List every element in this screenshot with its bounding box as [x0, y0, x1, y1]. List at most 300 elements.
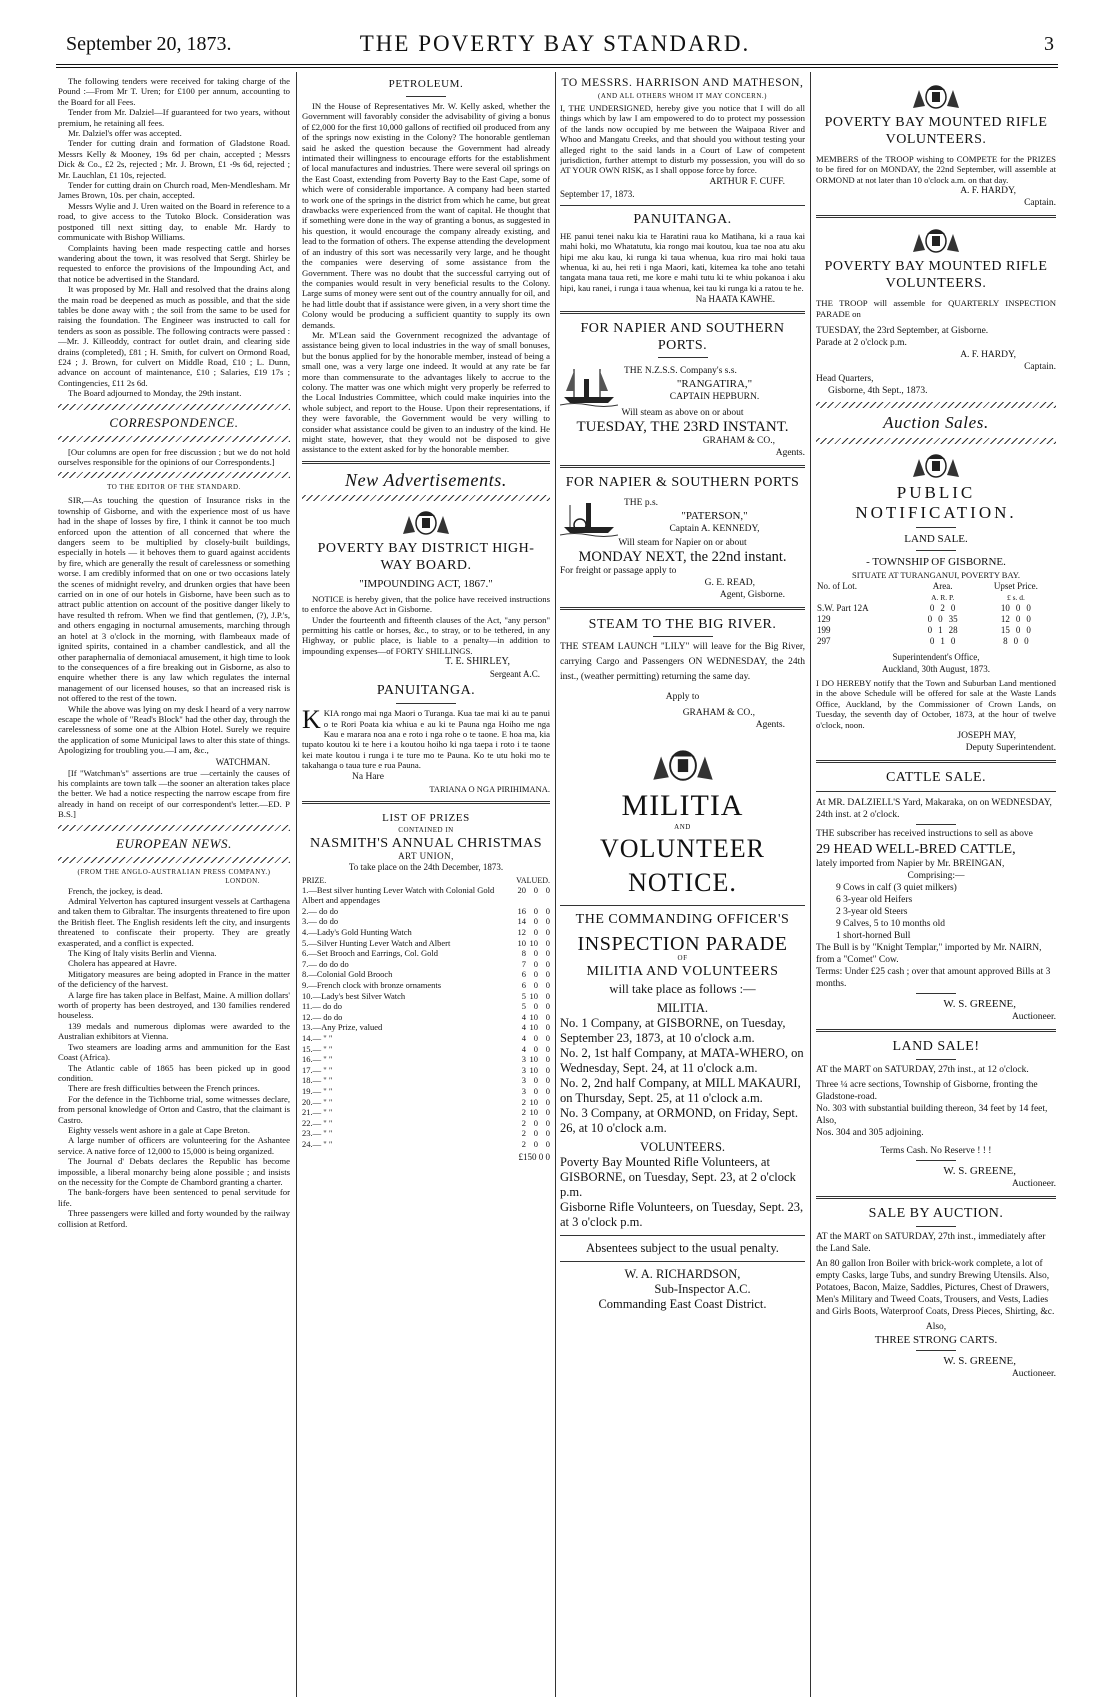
- price-value: 0: [1013, 636, 1019, 647]
- pbmr-date: TUESDAY, the 23rd September, at Gisborne.: [816, 326, 989, 337]
- ornamental-rule: [58, 825, 290, 831]
- superintendent-date: Auckland, 30th August, 1873.: [882, 664, 990, 675]
- paterson-will: Will steam for Napier on or about: [618, 538, 747, 549]
- hardy-signature-1: A. F. HARDY,: [960, 186, 1016, 197]
- prize-shillings: 10: [529, 990, 538, 1001]
- lot-price: [976, 603, 1056, 614]
- richardson-signature: W. A. RICHARDSON,: [624, 1267, 741, 1282]
- royal-arms-icon: [395, 506, 457, 536]
- prize-shillings: 10: [529, 1011, 538, 1022]
- militia-parade-item: No. 2, 2nd half Company, at MILL MAKAURI, on Thursday, Sept. 25, at 11 o'clock a.m.: [560, 1076, 801, 1106]
- news-item: Two steamers are loading arms and ammunition for the East Coast (Africa).: [58, 1041, 290, 1063]
- paragraph: NOTICE is hereby given, that the police have received instructions to enforce the above Act in Gisborne.: [302, 593, 550, 615]
- price-value: 0: [1015, 603, 1021, 614]
- area-value: 1: [938, 625, 943, 636]
- prize-shillings: 0: [533, 927, 538, 938]
- prize-pounds: 5: [521, 990, 526, 1001]
- prize-pence: 0: [545, 1117, 550, 1128]
- short-rule: [916, 1059, 956, 1060]
- letter-signature: WATCHMAN.: [215, 756, 270, 767]
- panuitanga-na: Na Hare: [352, 771, 384, 782]
- short-rule: [916, 1226, 956, 1227]
- bull-line: The Bull is by "Knight Templar," imported by Mr. NAIRN, from a "Comet" Cow.: [816, 943, 1042, 966]
- greene-signature-2: W. S. GREENE,: [943, 1165, 1016, 1178]
- prize-shillings: 0: [533, 1085, 538, 1096]
- prize-row: [302, 991, 550, 1002]
- comprising: Comprising:—: [907, 871, 965, 882]
- prize-pence: 0: [545, 980, 550, 991]
- panuitanga-text: KIA rongo mai nga Maori o Turanga. Kua tae mai ki au te panui o te Rori Poata kia whiua e au ki te Pauna nga Hoiho me nga Kau e marara noa ana e roto i nga rohe o te taone. E hoa ma, kia tupato koutou ki te here i a koutou hoiho ki nga taepa i roto i te taone kei mate koutou i runga i te ture mo te Pauna. Ko te utu hoki mo te takahanga o taua ture e rua Pauna.: [302, 708, 550, 771]
- lot-number: 199: [817, 625, 831, 636]
- european-news-heading: EUROPEAN NEWS.: [116, 835, 232, 851]
- short-rule: [396, 703, 456, 704]
- prize-shillings: 10: [529, 1107, 538, 1118]
- prize-pounds: 2: [521, 1107, 526, 1118]
- land-sale-2-body: AT the MART on SATURDAY, 27th inst., at 12 o'clock.: [816, 1065, 1029, 1076]
- prize-pence: 0: [545, 1043, 550, 1054]
- prize-shillings: 10: [529, 1054, 538, 1065]
- rangatira-agents-label: Agents.: [775, 448, 805, 459]
- prize-pounds: 16: [517, 905, 526, 916]
- prize-name: 4.—Lady's Gold Hunting Watch: [302, 927, 412, 938]
- lot-area: [910, 603, 976, 614]
- terms-cash: Terms Cash. No Reserve ! ! !: [880, 1146, 992, 1157]
- lot-price: [976, 614, 1056, 625]
- area-value: 35: [948, 614, 958, 625]
- valued-column-label: VALUED.: [516, 875, 550, 885]
- hardy-signature-2: A. F. HARDY,: [960, 350, 1016, 361]
- militia-and: AND: [674, 823, 691, 832]
- prize-contained: CONTAINED IN: [398, 825, 454, 834]
- panuitanga2-notice: HE panui tenei naku kia te Haratini raua ko Matihana, ki a raua kai mahi hoki, mo Whatatutu, kia rongo mai koutou, kua tae noa atu aku hipi me aku kau, ki runga ki taua whenua, kua riro mai hoki taua whenua, ki au, hei reti i nga Maori, kati, kitemea ka tohe ano tetahi tangata mana taua reti, me kore e mahi tutu ki te whiu pokanoa i aku hipi, kau ranei, i runga i taua whenua, kei tau ki runga ki a ratou te he.: [560, 230, 805, 293]
- volunteer-parade-item: Gisborne Rifle Volunteers, on Tuesday, Sept. 23, at 3 o'clock p.m.: [560, 1200, 804, 1230]
- prize-pounds: 3: [521, 1075, 526, 1086]
- area-value: 0: [929, 636, 935, 647]
- double-rule: [816, 215, 1056, 218]
- prize-row: [302, 948, 550, 959]
- prize-table-header: [302, 876, 550, 885]
- cattle-item: 6 3-year old Heifers: [836, 895, 913, 906]
- land-lots-table: [816, 581, 1056, 647]
- prize-shillings: 0: [533, 905, 538, 916]
- paterson-agent: G. E. READ,: [704, 578, 755, 589]
- militia-parade-item: No. 2, 1st half Company, at MATA-WHERO, on Wednesday, Sept. 24, at 11 o'clock a.m.: [560, 1046, 804, 1076]
- column-rule: [296, 72, 297, 1697]
- cattle-item: 2 3-year old Steers: [836, 907, 908, 918]
- paragraph: IN the House of Representatives Mr. W. Kelly asked, whether the Government will favorably consider the advisability of giving a bonus of £2,000 for the first 10,000 gallons of rectified oil produced from any of the springs now existing in the Colony? The honorable gentleman said he asked the question because the Government had already intimated their willingness to encourage efforts for the establishment of local manufactures and industries. There were several oil springs on the East Coast, extending from Poverty Bay to the East Cape, some of which were of considerable importance. A company had been started to work one of the springs in the district from which he came, but great drawbacks were experienced from the want of capital. He thought that if something were done in the way of granting a bonus, as suggested in his question, it would encourage the company already existing, and lead to the formation of others. The expense attending the development of an industry of this sort was necessarily very large, and he thought the companies were deserving of some assistance from the Government. There was no doubt that the successful carrying out of the companies would result in very beneficial results to the Colony. Large sums of money were sent out of the country annually for oil, and he had little doubt that if assistance were given, in a very short time the Colony would be producing a sufficient quantity to supply its own demands.: [302, 101, 550, 330]
- prize-row: [302, 927, 550, 938]
- militia-heading: MILITIA: [621, 789, 744, 823]
- prize-pounds: 8: [521, 948, 526, 959]
- ornamental-rule: [816, 402, 1056, 408]
- paragraph: Mr. Dalziel's offer was accepted.: [68, 128, 182, 139]
- issue-date: September 20, 1873.: [66, 33, 232, 55]
- prize-row: [302, 1139, 550, 1150]
- panuitanga-signature: TARIANA O NGA PIRIHIMANA.: [429, 783, 550, 794]
- commanding-officer: THE COMMANDING OFFICER'S: [575, 912, 790, 928]
- prize-pence: 0: [545, 990, 550, 1001]
- prize-shillings: 0: [533, 916, 538, 927]
- hardy-role-1: Captain.: [1024, 198, 1056, 209]
- column-rule: [810, 72, 811, 1697]
- lot-number: 297: [817, 636, 831, 647]
- petroleum-article: [302, 101, 550, 455]
- auction-sales-heading: Auction Sales.: [883, 413, 989, 433]
- short-rule: [916, 550, 956, 551]
- big-river-agent: GRAHAM & CO.,: [682, 708, 755, 719]
- prize-name: 22.— " ": [302, 1117, 333, 1128]
- news-item: There are fresh difficulties between the French princes.: [68, 1083, 260, 1094]
- double-rule: [302, 461, 550, 464]
- prize-name: 20.— " ": [302, 1096, 333, 1107]
- ornamental-rule: [58, 472, 290, 478]
- cattle-terms: Terms: Under £25 cash ; over that amount approved Bills at 3 months.: [816, 967, 1051, 990]
- paterson-captain: Captain A. KENNEDY,: [669, 524, 760, 535]
- prize-list-heading: LIST OF PRIZES: [382, 811, 470, 824]
- prize-pence: 0: [545, 1064, 550, 1075]
- prize-name: 19.— " ": [302, 1085, 333, 1096]
- area-value: 0: [929, 603, 935, 614]
- prize-pence: 0: [545, 1075, 550, 1086]
- lot-row: [816, 625, 1056, 636]
- ornamental-rule: [302, 495, 550, 501]
- lot-number: 129: [817, 614, 831, 625]
- paterson-advert: [560, 491, 805, 537]
- lot-row: [816, 603, 1056, 614]
- short-rule: [658, 357, 708, 358]
- short-rule: [916, 527, 956, 528]
- prize-shillings: 0: [533, 969, 538, 980]
- prize-name: 11.— do do: [302, 1001, 343, 1012]
- art-union-subtitle: ART UNION,: [398, 850, 454, 861]
- impounding-notice: [302, 594, 550, 656]
- prize-shillings: 0: [533, 1128, 538, 1139]
- greene-role-1: Auctioneer.: [1011, 1012, 1056, 1023]
- rule: [560, 1235, 805, 1236]
- prize-name: 10.—Lady's best Silver Watch: [302, 990, 406, 1001]
- panuitanga2-signature: Na HAATA KAWHE.: [695, 294, 775, 305]
- richardson-role-2: Commanding East Coast District.: [598, 1297, 767, 1312]
- harrison-notice-heading: TO MESSRS. HARRISON AND MATHESON,: [561, 77, 804, 89]
- prize-row: [302, 1128, 550, 1139]
- prize-pounds: 2: [521, 1128, 526, 1139]
- rangatira-line: THE N.Z.S.S. Company's s.s.: [624, 366, 737, 377]
- rule: [560, 205, 805, 206]
- price-value: 0: [1015, 625, 1021, 636]
- prize-name: 23.— " ": [302, 1128, 333, 1139]
- prize-pounds: 4: [521, 1011, 526, 1022]
- royal-arms-icon: [905, 449, 967, 479]
- prize-name: 7.— do do do: [302, 958, 349, 969]
- correspondence-heading: CORRESPONDENCE.: [109, 414, 239, 430]
- prize-name: 3.— do do: [302, 916, 339, 927]
- cattle-item: 9 Cows in calf (3 quiet milkers): [836, 883, 957, 894]
- area-value: 0: [950, 636, 956, 647]
- prize-shillings: 0: [533, 1138, 538, 1149]
- prize-pounds: 14: [517, 916, 526, 927]
- price-value: 8: [1003, 636, 1008, 647]
- prize-name: 14.— " ": [302, 1033, 333, 1043]
- volunteer-parade-item: Poverty Bay Mounted Rifle Volunteers, at GISBORNE, on Tuesday, Sept. 23, at 2 o'clock p.m.: [560, 1155, 796, 1200]
- lot-price: [976, 625, 1056, 636]
- news-item: French, the jockey, is dead.: [68, 885, 163, 896]
- short-rule: [916, 1350, 956, 1351]
- prize-pounds: 6: [521, 980, 526, 991]
- panuitanga-maori-notice: KKIA rongo mai nga Maori o Turanga. Kua tae mai ki au te panui o te Rori Poata kia whiua e au ki te Pauna nga Hoiho me nga Kau e marara noa ana e roto i nga rohe o te taone. E hoa ma, kia tupato koutou ki te here i a koutou hoiho ki nga taepa i roto i te taone kei mate koutou i runga i te ture mo te Pauna. Ko te utu hoki mo te takahanga o taua ture e rua Pauna.: [302, 705, 550, 771]
- prize-pounds: 12: [517, 927, 526, 938]
- upset-column-label: Upset Price.: [993, 581, 1038, 592]
- steamship-icon: [560, 363, 618, 407]
- prize-shillings: 0: [533, 948, 538, 959]
- cuff-signature: ARTHUR F. CUFF.: [709, 176, 785, 187]
- area-value: 0: [950, 603, 956, 614]
- paterson-ship: "PATERSON,": [681, 510, 748, 523]
- european-news-place: LONDON.: [225, 876, 260, 885]
- rangatira-advert: [560, 361, 805, 407]
- prize-shillings: 0: [533, 980, 538, 991]
- militia-and-volunteers: MILITIA AND VOLUNTEERS: [586, 964, 779, 980]
- area-value: 0: [927, 625, 933, 636]
- prize-name: 21.— " ": [302, 1107, 333, 1118]
- cattle-sale-heading: CATTLE SALE.: [885, 770, 987, 786]
- prize-shillings: 10: [529, 1064, 538, 1075]
- impounding-act: "IMPOUNDING ACT, 1867.": [359, 577, 493, 590]
- prize-pounds: 2: [521, 1117, 526, 1128]
- land-sale-2-heading: LAND SALE!: [892, 1039, 980, 1055]
- area-value: 0: [938, 614, 943, 625]
- prize-name: 13.—Any Prize, valued: [302, 1022, 383, 1033]
- prize-pence: 0: [545, 969, 550, 980]
- sale-by-auction-heading: SALE BY AUCTION.: [868, 1206, 1004, 1222]
- royal-arms-icon: [905, 80, 967, 110]
- militia-subheading: MILITIA.: [656, 1001, 709, 1016]
- masthead-rule: [56, 64, 1058, 65]
- prize-pence: 0: [545, 1138, 550, 1149]
- paragraph: SIR,—As touching the question of Insurance risks in the township of Gisborne, and with the experience most of us have had in the shape of losses by fire, I think it cannot be too much enforced upon the attention of all concerned that where the dangers seem to be multiplied by closely-built buildings, especially in hotels — it behoves them to guard against accidents by fire, which are generally the result of carelessness or something worse. I am credibly informed that on one or two occasions lately the scenes of midnight revelry, and drunken orgies that have been carried on in one of our hotels in Gisborne, have been such as to attract public attention on account of the positive danger likely to have resulted th refrom. When we find that gentlemen, (?), J.P.'s, and others engaging in nocturnal amusements, marching through an hotel at 3 o'clock in the morning, with flambeaux made of ignited spirits, contained in a chamber candlestick, and all the other paraphernalia of demoniacal amusement, it high time to look to the consequences of a fire breaking out in Gisborne, as also to enquire whether there is any law which regulates the internal management of our licensed houses, so that an increased risk is not offered to the rest of the town.: [58, 495, 290, 704]
- short-rule: [406, 96, 446, 97]
- prize-shillings: 0: [533, 1001, 538, 1012]
- greene-signature-3: W. S. GREENE,: [943, 1355, 1016, 1368]
- pbmr-notice-1: MEMBERS of the TROOP wishing to COMPETE for the PRIZES to be fired for on MONDAY, the 22nd September, will assemble at ORMOND at not later than 10 o'clock a.m. on that day.: [816, 154, 1056, 185]
- hardy-role-2: Captain.: [1024, 362, 1056, 373]
- double-rule: [816, 1029, 1056, 1032]
- short-rule: [653, 636, 713, 637]
- big-river-body: THE STEAM LAUNCH "LILY" will leave for the Big River, carrying Cargo and Passengers ON WEDNESDAY, the 24th inst., (weather permitting) returning the same day.: [560, 642, 805, 683]
- news-item: The Journal d' Debats declares the Republic has become impossible, a liberal monarchy being alone possible ; and insists on the necessity for the Compte de Chambord granting a charter.: [58, 1156, 290, 1187]
- prize-pence: 0: [545, 1107, 550, 1118]
- highway-board-heading: POVERTY BAY DISTRICT HIGH-WAY BOARD.: [317, 540, 535, 573]
- prize-pence: 0: [545, 884, 550, 895]
- paddle-steamer-icon: [560, 493, 618, 537]
- shirley-signature: T. E. SHIRLEY,: [445, 656, 510, 668]
- panuitanga2-heading: PANUITANGA.: [633, 211, 732, 227]
- lot-column-label: No. of Lot.: [817, 581, 857, 592]
- short-rule: [916, 993, 956, 994]
- prize-name: 12.— do do: [302, 1011, 343, 1022]
- ornamental-rule: [58, 857, 290, 863]
- prize-pence: 0: [545, 1128, 550, 1139]
- greene-role-2: Auctioneer.: [1011, 1179, 1056, 1190]
- news-item: The King of Italy visits Berlin and Vienna.: [68, 948, 217, 959]
- prize-name: 15.— " ": [302, 1043, 333, 1054]
- rangatira-agent: GRAHAM & CO.,: [702, 436, 775, 447]
- prize-row: [302, 980, 550, 991]
- prize-pence: 0: [545, 1011, 550, 1022]
- price-value: 0: [1026, 625, 1031, 636]
- prize-row: [302, 1065, 550, 1076]
- short-rule: [916, 824, 956, 825]
- pbmr-heading-1: POVERTY BAY MOUNTED RIFLE VOLUNTEERS.: [824, 115, 1048, 147]
- prize-pence: 0: [545, 948, 550, 959]
- land-sale-2-three: Three ¼ acre sections, Township of Gisborne, fronting the Gladstone-road.: [816, 1080, 1038, 1103]
- situate-line: SITUATE AT TURANGANUI, POVERTY BAY.: [852, 570, 1020, 581]
- shirley-role: Sergeant A.C.: [489, 669, 540, 680]
- prize-row: [302, 969, 550, 980]
- prize-name: 18.— " ": [302, 1075, 333, 1086]
- land-sale-heading: LAND SALE.: [904, 533, 968, 546]
- land-sale-2-304: Nos. 304 and 305 adjoining.: [816, 1128, 924, 1139]
- prize-name: 8.—Colonial Gold Brooch: [302, 969, 393, 980]
- news-item: Eighty vessels went ashore in a gale at Cape Breton.: [68, 1124, 250, 1135]
- art-union-date: To take place on the 24th December, 1873.: [348, 861, 504, 872]
- militia-schedule: [560, 1016, 805, 1136]
- page-number: 3: [1044, 33, 1054, 55]
- paragraph: Tender from Mr. Dalziel—If guaranteed for two years, without premium, he retaining all fees.: [58, 107, 290, 128]
- prize-pence: 0: [545, 1054, 550, 1065]
- editor-note: [If "Watchman's" assertions are true —certainly the causes of his complaints are town talk —the sooner an alteration takes place the better. We had a notice respecting the narrow escape from fire already in hand on receipt of our correspondent's letter.—ED. P B.S.]: [58, 767, 290, 820]
- pbmr-time: Parade at 2 o'clock p.m.: [816, 338, 907, 349]
- rangatira-ship: "RANGATIRA,": [676, 378, 753, 391]
- art-union-title: NASMITH'S ANNUAL CHRISTMAS: [309, 835, 543, 851]
- prize-pounds: 3: [521, 1064, 526, 1075]
- prize-row: [302, 1054, 550, 1065]
- prize-name: 9.—French clock with bronze ornaments: [302, 980, 442, 991]
- news-item: A large number of officers are volunteering for the Ashantee service. A native force of 12,000 to 15,000 is being organized.: [58, 1135, 290, 1156]
- prize-shillings: 0: [533, 884, 538, 895]
- greene-role-3: Auctioneer.: [1011, 1369, 1056, 1380]
- royal-arms-icon: [643, 741, 723, 785]
- prize-row: [302, 906, 550, 917]
- prize-row: [302, 1107, 550, 1118]
- prize-pounds: 20: [517, 884, 526, 895]
- european-news-items: [58, 886, 290, 1229]
- price-value: 0: [1015, 614, 1021, 625]
- newspaper-title: THE POVERTY BAY STANDARD.: [359, 31, 751, 56]
- prize-pounds: 7: [521, 958, 526, 969]
- lot-area: [910, 625, 976, 636]
- prize-pounds: 4: [521, 1043, 526, 1054]
- double-rule: [560, 311, 805, 314]
- sale-by-auction-body: AT the MART on SATURDAY, 27th inst., immediately after the Land Sale.: [816, 1232, 1046, 1255]
- petroleum-heading: PETROLEUM.: [388, 78, 464, 90]
- rangatira-heading: FOR NAPIER AND SOUTHERN PORTS.: [580, 321, 785, 354]
- big-river-apply: Apply to: [665, 692, 700, 703]
- cattle-where: At MR. DALZIELL'S Yard, Makaraka, on on WEDNESDAY, 24th inst. at 2 o'clock.: [816, 798, 1052, 821]
- prize-shillings: 10: [529, 1096, 538, 1107]
- double-rule: [560, 607, 805, 610]
- paterson-line: THE p.s.: [624, 498, 659, 509]
- inspection-parade: INSPECTION PARADE: [577, 933, 788, 956]
- big-river-heading: STEAM TO THE BIG RIVER.: [588, 617, 777, 633]
- news-item: Cholera has appeared at Havre.: [68, 958, 177, 969]
- lot-area: [910, 614, 976, 625]
- prize-row: [302, 1022, 550, 1033]
- rule: [560, 905, 805, 906]
- prize-name: 6.—Set Brooch and Earrings, Col. Gold: [302, 948, 438, 959]
- prize-table: [302, 885, 550, 1150]
- prize-row: [302, 885, 550, 906]
- lot-price: [976, 636, 1056, 647]
- prize-row: [302, 959, 550, 970]
- paragraph: Tender for cutting drain on Church road, Men-Mendlesham. Mr James Brown, 10s. per chain, accepted.: [58, 180, 290, 201]
- prize-name: 5.—Silver Hunting Lever Watch and Albert: [302, 937, 451, 948]
- also-line: Also,: [925, 1322, 947, 1333]
- prize-row: [302, 1118, 550, 1129]
- paterson-agent-role: Agent, Gisborne.: [719, 590, 785, 601]
- land-sale-2-303: No. 303 with substantial building thereon, 34 feet by 14 feet, Also,: [816, 1104, 1048, 1127]
- new-advertisements-heading: New Advertisements.: [344, 469, 508, 490]
- area-units: A. R. P.: [931, 593, 955, 603]
- pbmr-notice-2: THE TROOP will assemble for QUARTERLY INSPECTION PARADE on: [816, 298, 1056, 319]
- ornamental-rule: [58, 404, 290, 410]
- harrison-notice-sub: (AND ALL OTHERS WHOM IT MAY CONCERN.): [598, 92, 767, 100]
- paragraph: It was proposed by Mr. Hall and resolved that the drains along the main road be deepened as much as possible, and that the side tables be done away with ; the soil from the same to be used for raising the foundation. The Engineer was instructed to call for tenders as soon as possible. The following contracts were passed :—Mr. J. Killeoddy, contract for outlet drain, and clearing side drains (completed), £81 ; H. Smith, for culvert on Ormond Road, £24 ; J. Brown, for culvert on Middle Road, £10 ; L. Dunn, advance on account of maintenance, £10 ; Salaries, £19 17s ; Contingencies, £11 2s 6d.: [58, 284, 290, 388]
- prize-row: [302, 938, 550, 949]
- parade-intro: will take place as follows :—: [609, 982, 756, 997]
- area-value: 1: [940, 636, 945, 647]
- correspondence-note: [Our columns are open for free discussion ; but we do not hold ourselves responsible for the opinions of our Correspondents.]: [58, 446, 290, 467]
- cattle-list: [836, 882, 1056, 942]
- prize-row: [302, 1001, 550, 1012]
- rule: [816, 791, 1056, 792]
- column-1: [58, 76, 290, 1696]
- ornamental-rule: [816, 438, 1056, 444]
- lot-row: [816, 614, 1056, 625]
- militia-parade-item: No. 1 Company, at GISBORNE, on Tuesday, September 23, 1873, at 10 o'clock a.m.: [560, 1016, 786, 1046]
- prize-pounds: 4: [521, 1033, 526, 1043]
- paragraph: While the above was lying on my desk I heard of a very narrow escape the whole of "Read's Block" had the other day, through the carelessness of some one at the Albion Hotel. Surely we require the application of some Municipal laws to alter this state of things. Apologizing for troubling you.—I am, &c.,: [58, 703, 290, 756]
- price-value: 15: [1000, 625, 1010, 636]
- rangatira-will: Will steam as above on or about: [621, 408, 744, 419]
- prize-name: 24.— " ": [302, 1138, 333, 1149]
- double-rule: [816, 1196, 1056, 1199]
- richardson-role: Sub-Inspector A.C.: [654, 1282, 751, 1297]
- paterson-date: MONDAY NEXT, the 22nd instant.: [578, 549, 787, 566]
- news-item: Three passengers were killed and forty wounded by the railway collision at Retford.: [58, 1208, 290, 1229]
- big-river-agents-label: Agents.: [755, 720, 785, 731]
- sale-items: An 80 gallon Iron Boiler with brick-work complete, a lot of empty Casks, large Tubs, and sundry Brewing Utensils. Also, Potatoes, Bacon, Maize, Saddles, Pictures, Chest of Drawers, Men's Military and Tweed Coats, Trousers, and Vests, Ladies and Girls Boots, Waterproof Coats, Dress Pieces, Shirting, &c.: [816, 1259, 1055, 1318]
- prize-pence: 0: [545, 1085, 550, 1096]
- paragraph: The following tenders were received for taking charge of the Pound :—From Mr T. Uren; for £100 per annum, accounting to the Board for all Fees.: [58, 76, 290, 107]
- lot-row: [816, 636, 1056, 647]
- may-signature: JOSEPH MAY,: [957, 731, 1016, 742]
- prize-name: 1.—Best silver hunting Lever Watch with Colonial Gold Albert and appendages: [302, 884, 495, 906]
- lot-number: S.W. Part 12A: [817, 603, 869, 614]
- prize-pounds: 6: [521, 969, 526, 980]
- inspection-of: OF: [677, 954, 688, 963]
- prize-pence: 0: [545, 927, 550, 938]
- news-item: For the defence in the Tichborne trial, some witnesses declare, from personal knowledge of Orton and Castro, that the claimant is Castro.: [58, 1093, 290, 1125]
- news-item: Admiral Yelverton has captured insurgent vessels at Carthagena and taken them to Gibraltar. The insurgents threatened to fire upon the British fleet. The English residents left the city, and insurgents threatened to confiscate their property. They are greatly exasperated, and a conflict is expected.: [58, 896, 290, 948]
- to-editor-line: TO THE EDITOR OF THE STANDARD.: [107, 483, 241, 492]
- prize-pence: 0: [545, 937, 550, 948]
- prize-name: 16.— " ": [302, 1054, 333, 1065]
- may-role: Deputy Superintendent.: [965, 743, 1056, 754]
- township-line: - TOWNSHIP OF GISBORNE.: [866, 556, 1006, 569]
- rangatira-captain: CAPTAIN HEPBURN.: [669, 392, 760, 403]
- paterson-heading: FOR NAPIER & SOUTHERN PORTS: [565, 475, 800, 491]
- harrison-notice-body: I, THE UNDERSIGNED, hereby give you notice that I will do all things which by law I am empowered to do to protect my possession of the lands now occupied by me between the Waipaoa River and Whoo and Mangatu Creeks, and that should you without testing your alleged right to the said lands in a Court of Law of competent jurisdiction, further attempt to disturb my possession, you will do so AT YOUR OWN RISK, as I shall oppose force by force.: [560, 103, 805, 176]
